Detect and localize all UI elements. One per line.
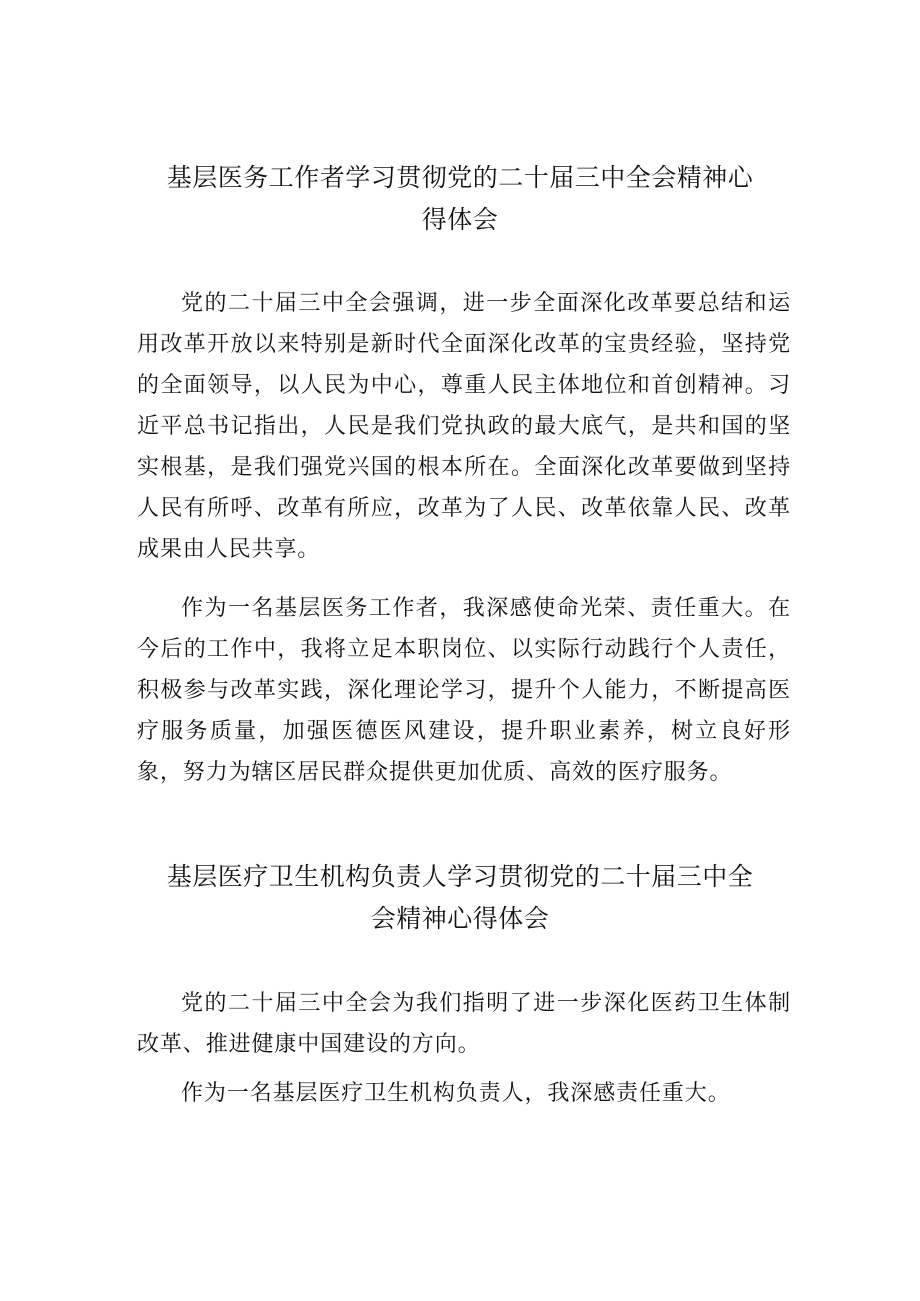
article-1-title [120,157,800,241]
article-1-paragraph-1: 党的二十届三中全会强调，进一步全面深化改革要总结和运用改革开放以来特别是新时代全面深化改革的宝贵经验，坚持党的全面领导，以人民为中心，尊重人民主体地位和首创精神。习近平总书记指出，人民是我们党执政的最大底气，是共和国的坚实根基，是我们强党兴国的根本所在。全面深化改革要做到坚持人民有所呼、改革有所应，改革为了人民、改革依靠人民、改革成果由人民共享。 [137,291,791,562]
article-1-paragraph-2: 作为一名基层医务工作者，我深感使命光荣、责任重大。在今后的工作中，我将立足本职岗位、以实际行动践行个人责任，积极参与改革实践，深化理论学习，提升个人能力，不断提高医疗服务质量，加强医德医风建设，提升职业素养，树立良好形象，努力为辖区居民群众提供更加优质、高效的医疗服务。 [137,596,791,785]
article-2-title [120,856,800,940]
article-1-title-line-2: 得体会 [421,205,499,234]
article-1-title-line-1: 基层医务工作者学习贯彻党的二十届三中全会精神心 [166,163,754,192]
article-2-title-line-2: 会精神心得体会 [370,904,550,933]
article-2-paragraph-1: 党的二十届三中全会为我们指明了进一步深化医药卫生体制改革、推进健康中国建设的方向。 [137,991,791,1057]
article-2-paragraph-2: 作为一名基层医疗卫生机构负责人，我深感责任重大。 [181,1081,731,1106]
article-2-title-line-1: 基层医疗卫生机构负责人学习贯彻党的二十届三中全 [166,862,754,891]
